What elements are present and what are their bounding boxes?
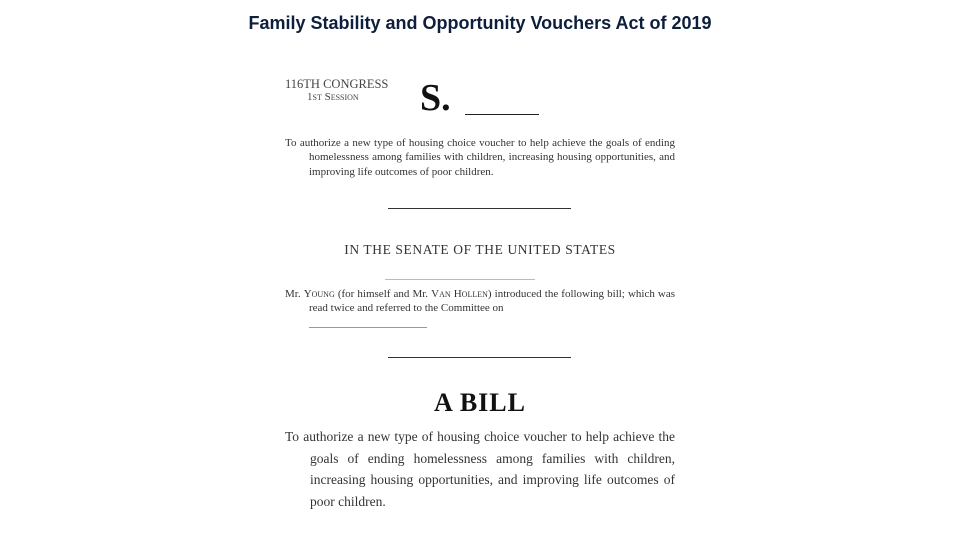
bill-purpose: To authorize a new type of housing choice voucher to help achieve the goals of ending homelessness among families with children, increasing housing opportunities, and improving life outcomes of poor children. bbox=[285, 429, 675, 509]
congress-label: 116TH CONGRESS bbox=[285, 77, 389, 91]
intro-suffix: ) introduced the following bill; which was read twice and referred to the Committee on bbox=[309, 288, 676, 315]
committee-blank bbox=[309, 327, 427, 328]
cosponsor: Van Hollen bbox=[431, 288, 488, 300]
divider bbox=[388, 208, 571, 209]
introduction bbox=[285, 287, 675, 316]
congress-session bbox=[285, 78, 388, 104]
sponsor: Young bbox=[303, 288, 335, 300]
session-label: 1st Session bbox=[307, 91, 359, 103]
intro-mid: (for himself and Mr. bbox=[337, 288, 429, 300]
short-purpose: To authorize a new type of housing choice voucher to help achieve the goals of ending homelessness among families with children, increasing housing opportunities, and improving life outcomes of poor children. bbox=[285, 137, 675, 178]
intro-prefix: Mr. bbox=[285, 288, 301, 300]
divider bbox=[385, 279, 535, 280]
bill-number-blank bbox=[465, 114, 539, 115]
slide-title: Family Stability and Opportunity Vouchers Act of 2019 bbox=[248, 13, 712, 33]
bill-number: S. bbox=[420, 77, 451, 119]
bill-heading: A BILL bbox=[434, 388, 526, 417]
divider bbox=[388, 357, 571, 358]
chamber-heading: IN THE SENATE OF THE UNITED STATES bbox=[344, 242, 616, 257]
